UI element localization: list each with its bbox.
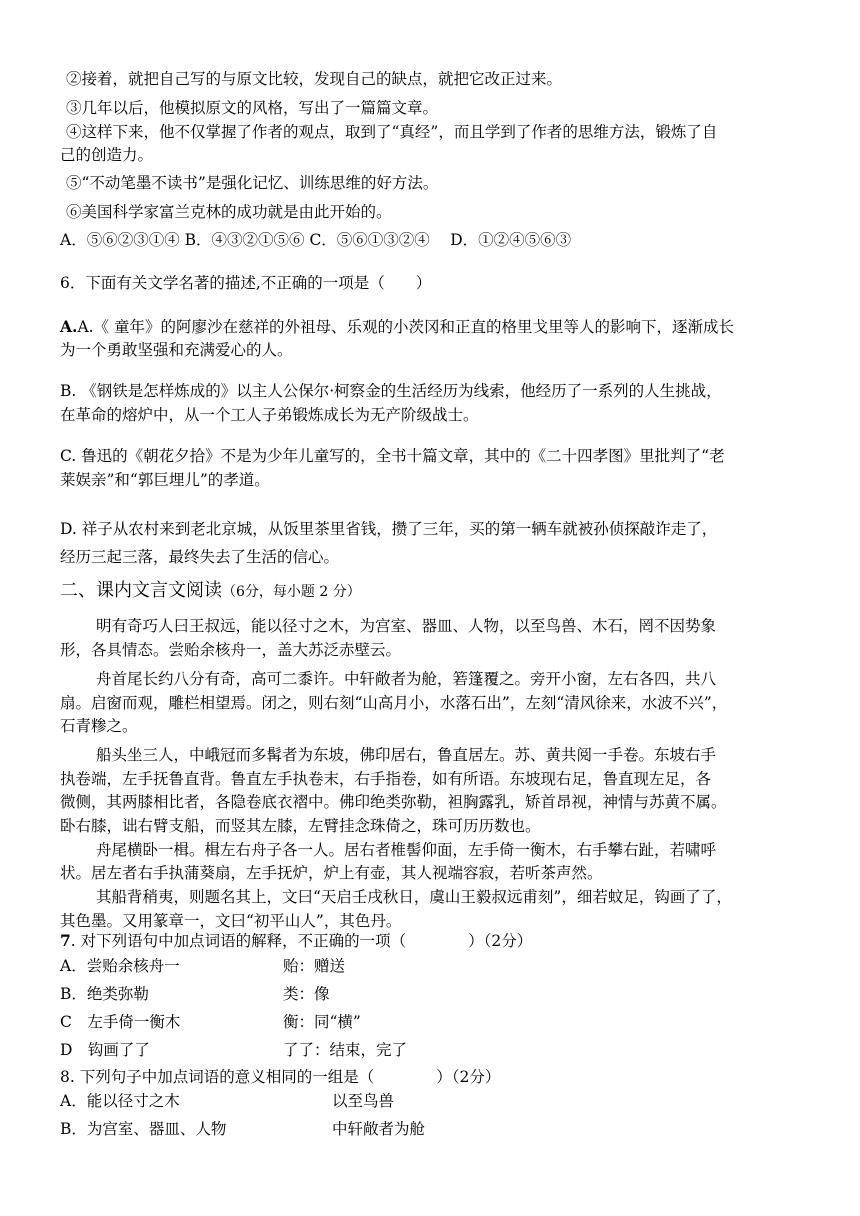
- q6-option-b-line2: 在革命的熔炉中，从一个工人子弟锻炼成长为无产阶级战士。: [60, 406, 479, 424]
- sentence-4-line2: 己的创造力。: [60, 146, 154, 164]
- q8-stem: 8. 下列句子中加点词语的意义相同的一组是（ ）（2分）: [60, 1068, 501, 1086]
- passage-p2-line3: 石青糁之。: [60, 717, 138, 735]
- q7-option-a: A．尝贻余核舟一: [60, 957, 180, 975]
- q7-option-d: D 钩画了了: [60, 1041, 150, 1059]
- q7-option-b: B．绝类弥勒: [60, 985, 149, 1003]
- passage-p2-line2: 扇。启窗而观，雕栏相望焉。闭之，则右刻“山高月小，水落石出”，左刻“清风徐来，水波不兴”，: [60, 694, 728, 712]
- q7-stem: [60, 930, 532, 952]
- sentence-3: ③几年以后，他模拟原文的风格，写出了一篇篇文章。: [66, 99, 439, 117]
- q7-option-c-gloss: 衡：同“横”: [283, 1013, 361, 1031]
- q8-option-b-left: B．为宫室、器皿、人物: [60, 1120, 227, 1138]
- passage-p4-line1: 舟尾横卧一楫。楫左右舟子各一人。居右者椎髻仰面，左手倚一衡木，右手攀右趾，若啸呼: [96, 841, 717, 859]
- q8-option-a-left: A．能以径寸之木: [60, 1092, 180, 1110]
- q7-option-b-gloss: 类：像: [283, 985, 330, 1003]
- q6-stem: 6．下面有关文学名著的描述,不正确的一项是（ ）: [60, 274, 432, 292]
- q7-option-a-gloss: 贻：赠送: [283, 957, 346, 975]
- section-2-heading: [60, 580, 361, 603]
- q8-option-b-right: 中轩敞者为舱: [332, 1120, 426, 1138]
- passage-p1-line2: 形，各具情态。尝贻余核舟一，盖大苏泛赤壁云。: [60, 641, 402, 659]
- q7-option-c: C 左手倚一衡木: [60, 1013, 181, 1031]
- ordering-options: A．⑤⑥②③①④ B．④③②①⑤⑥ C．⑤⑥①③②④ D．①②④⑤⑥③: [60, 231, 572, 249]
- passage-p4-line2: 状。居左者右手执蒲葵扇，左手抚炉，炉上有壶，其人视端容寂，若听茶声然。: [60, 864, 603, 882]
- sentence-4-line1: ④这样下来，他不仅掌握了作者的观点，取到了“真经”，而且学到了作者的思维方法，锻炼了自: [66, 123, 718, 141]
- passage-p5-line1: 其船背稍夷，则题名其上，文曰“天启壬戌秋日，虞山王毅叔远甫刻”，细若蚊足，钩画了了，: [96, 888, 732, 906]
- passage-p3-line3: 微侧，其两膝相比者，各隐卷底衣褶中。佛印绝类弥勒，袒胸露乳，矫首昂视，神情与苏黄不属。: [60, 793, 727, 811]
- q8-option-a-right: 以至鸟兽: [332, 1092, 395, 1110]
- passage-p1-line1: 明有奇巧人曰王叔远，能以径寸之木，为宫室、器皿、人物，以至鸟兽、木石，罔不因势象: [96, 617, 717, 635]
- q6-option-a-line2: 为一个勇敢坚强和充满爱心的人。: [60, 341, 293, 359]
- passage-p3-line2: 执卷端，左手抚鲁直背。鲁直左手执卷末，右手指卷，如有所语。东坡现右足，鲁直现左足，各: [60, 770, 712, 788]
- sentence-2: ②接着，就把自己写的与原文比较，发现自己的缺点，就把它改正过来。: [66, 70, 563, 88]
- q7-number: 7: [60, 931, 71, 950]
- passage-p2-line1: 舟首尾长约八分有奇，高可二黍许。中轩敞者为舱，箬篷覆之。旁开小窗，左右各四，共八: [96, 670, 717, 688]
- q6-option-b-line1: B. 《钢铁是怎样炼成的》以主人公保尔·柯察金的生活经历为线索，他经历了一系列的人生挑战，: [60, 382, 722, 400]
- q6-option-c-line1: C. 鲁迅的《朝花夕拾》不是为少年儿童写的，全书十篇文章，其中的《二十四孝图》里批判了“老: [60, 447, 725, 465]
- q6-option-d-line1: D. 祥子从农村来到老北京城，从饭里茶里省钱，攒了三年，买的第一辆车就被孙侦探敲诈走了，: [60, 520, 718, 538]
- sentence-5: ⑤“不动笔墨不读书”是强化记忆、训练思维的好方法。: [66, 174, 439, 192]
- passage-p3-line4: 卧右膝，诎右臂支船，而竖其左膝，左臂挂念珠倚之，珠可历历数也。: [60, 817, 541, 835]
- q6-option-a-line1: A.A.《 童年》的阿廖沙在慈祥的外祖母、乐观的小茨冈和正直的格里戈里等人的影响下，逐渐成长: [60, 317, 734, 336]
- q7-stem-text: . 对下列语句中加点词语的解释，不正确的一项（ ）（2分）: [70, 932, 533, 950]
- section-2-title: 二、课内文言文阅读: [60, 580, 222, 601]
- passage-p3-line1: 船头坐三人，中峨冠而多髯者为东坡，佛印居右，鲁直居左。苏、黄共阅一手卷。东坡右手: [96, 746, 717, 764]
- sentence-6: ⑥美国科学家富兰克林的成功就是由此开始的。: [66, 203, 392, 221]
- q7-option-d-gloss: 了了：结束，完了: [283, 1041, 408, 1059]
- section-2-note: （6分，每小题 2 分）: [222, 584, 361, 600]
- q6-option-a-text: A.《 童年》的阿廖沙在慈祥的外祖母、乐观的小茨冈和正直的格里戈里等人的影响下，逐渐成长: [77, 318, 734, 336]
- q6-option-c-line2: 莱娱亲”和“郭巨埋儿”的孝道。: [60, 471, 270, 489]
- q6-option-d-line2: 经历三起三落，最终失去了生活的信心。: [60, 548, 340, 566]
- passage-p5-line2: 其色墨。又用篆章一，文曰“初平山人”，其色丹。: [60, 912, 402, 930]
